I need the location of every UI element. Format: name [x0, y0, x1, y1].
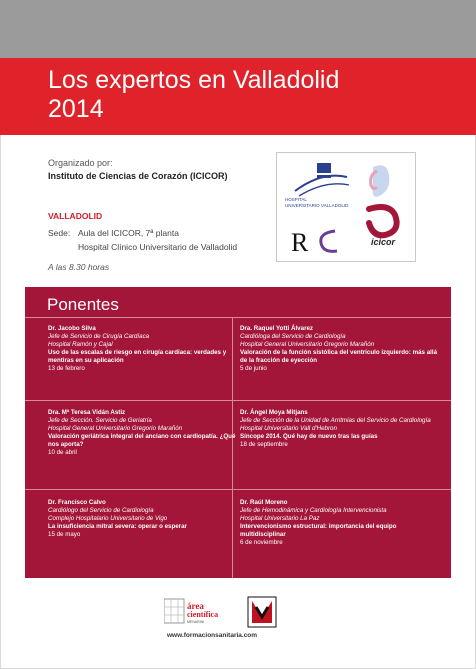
speaker-hospital: Complejo Hospitalario Universitario de Vigo [48, 515, 168, 522]
footer-brand-3: MENARINI [187, 620, 205, 624]
speaker-talk: Intervencionismo estructural: importancia del equipo multidisciplinar [240, 523, 397, 538]
icicor-logo [369, 165, 397, 235]
speaker-date: 13 de febrero [48, 365, 85, 372]
speaker-role: Jefe de Sección de la Unidad de Arritmias del Servicio de Cardiología [240, 417, 431, 424]
speaker-name: Dr. Francisco Calvo [48, 499, 106, 506]
speaker-hospital: Hospital Universitario Vall d'Hebron [240, 425, 337, 432]
speaker-card [240, 325, 440, 373]
footer-url[interactable]: www.formacionsanitaria.com [167, 632, 258, 639]
speaker-talk: La insuficiencia mitral severa: operar o esperar [48, 523, 187, 530]
speaker-talk: Valoración de la función sistólica del ventrículo izquierdo: más allá de la fracción de eyección [240, 349, 438, 364]
speaker-date: 10 de abril [48, 449, 77, 456]
title-line-2: 2014 [48, 95, 104, 123]
page-title [48, 66, 448, 124]
speakers-divider-row-1 [25, 400, 451, 401]
speakers-panel [25, 287, 451, 578]
speaker-talk: Síncope 2014. Qué hay de nuevo tras las guías [240, 433, 378, 440]
speaker-hospital: Hospital Universitario La Paz [240, 515, 320, 522]
speaker-hospital: Hospital Ramón y Cajal [48, 341, 113, 348]
title-line-1: Los expertos en Valladolid [48, 66, 340, 94]
speakers-divider-row-2 [25, 489, 451, 490]
speaker-date: 5 de junio [240, 365, 267, 372]
speaker-role: Jefe de Servicio de Cirugía Cardíaca [48, 333, 150, 340]
sponsor-logo-box [276, 152, 416, 262]
speaker-talk: Uso de las escalas de riesgo en cirugía cardiaca: verdades y mentiras en su aplicación [48, 349, 227, 364]
speaker-role: Jefe de Hemodinámica y Cardiología Intervencionista [240, 507, 387, 514]
event-time: A las 8.30 horas [48, 262, 110, 272]
speaker-name: Dra. Raquel Yotti Álvarez [240, 325, 314, 332]
venue-label: Sede: [48, 228, 71, 238]
speaker-name: Dra. Mª Teresa Vidán Astiz [48, 409, 126, 416]
speakers-heading: Ponentes [47, 295, 119, 314]
speaker-talk: Valoración geriátrica integral del anciano con cardiopatía. ¿Qué nos aporta? [48, 433, 236, 448]
area-cientifica-logo [164, 595, 314, 631]
speaker-name: Dr. Raúl Moreno [240, 499, 288, 506]
top-gray-band [0, 0, 476, 58]
hospital-logo [295, 163, 349, 196]
venue-line-2: Hospital Clínico Universitario de Valladolid [78, 242, 238, 252]
hospital-logo-text-2: UNIVERSITARIO VALLADOLID [285, 203, 349, 208]
rc-logo [291, 228, 337, 257]
speakers-divider-top [25, 317, 451, 318]
organizer-name: Instituto de Ciencias de Corazón (ICICOR) [48, 171, 228, 181]
speaker-role: Jefe de Sección. Servicio de Geriatría [48, 417, 152, 424]
footer-brand-1: área [187, 601, 204, 611]
speaker-card [48, 499, 238, 539]
speaker-date: 18 de septiembre [240, 441, 288, 448]
speaker-date: 15 de mayo [48, 531, 81, 538]
speaker-card [240, 499, 440, 547]
footer-brand-2: científica [187, 610, 219, 619]
speaker-role: Cardióloga del Servicio de Cardiología [240, 333, 346, 340]
speaker-card [48, 325, 238, 373]
svg-text:R: R [291, 228, 309, 257]
speaker-role: Cardiólogo del Servicio de Cardiología [48, 507, 154, 514]
icicor-logo-text: icicor [371, 237, 396, 247]
venue-line-1: Aula del ICICOR, 7ª planta [78, 228, 179, 238]
venue-city: VALLADOLID [48, 211, 103, 221]
speaker-card [240, 409, 440, 449]
speaker-hospital: Hospital General Universitario Gregorio Marañón [48, 425, 183, 432]
organizer-label: Organizado por: [48, 158, 113, 168]
speaker-name: Dr. Jacobo Silva [48, 325, 96, 332]
hospital-logo-text-1: HOSPITAL [285, 197, 307, 202]
speaker-card [48, 409, 238, 457]
speaker-name: Dr. Ángel Moya Mitjans [240, 409, 308, 416]
speaker-hospital: Hospital General Universitario Gregorio Marañón [240, 341, 375, 348]
speaker-date: 6 de noviembre [240, 539, 283, 546]
